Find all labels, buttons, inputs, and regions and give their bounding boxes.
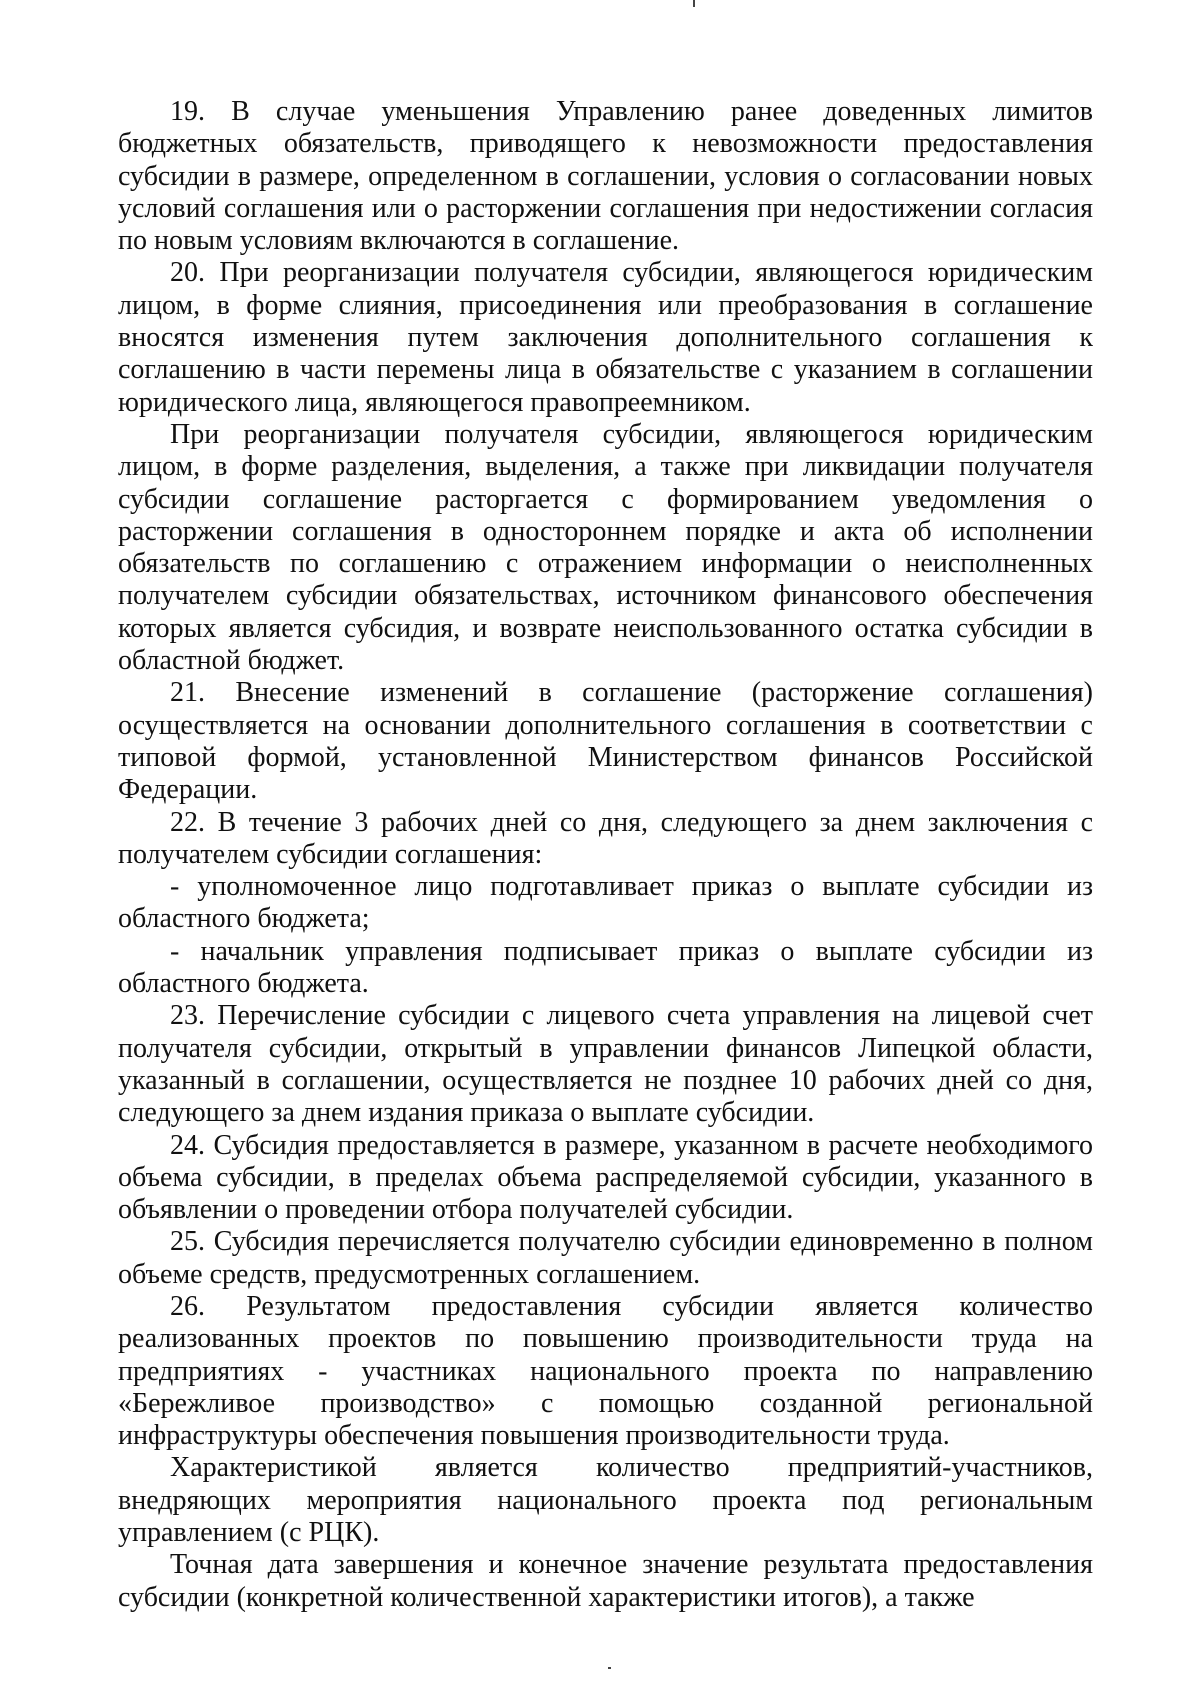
scan-mark-top	[693, 0, 695, 7]
paragraph-22: 22. В течение 3 рабочих дней со дня, следующего за днем заключения с получателем субсидии соглашения:	[118, 806, 1093, 870]
paragraph-characteristic: Характеристикой является количество предприятий-участников, внедряющих мероприятия национального проекта под региональным управлением (с РЦК).	[118, 1452, 1093, 1549]
paragraph-20: 20. При реорганизации получателя субсидии, являющегося юридическим лицом, в форме слияния, присоединения или преобразования в соглашение вносятся изменения путем заключения дополнительного соглашения к соглашению в части перемены лица в обязательстве с указанием в соглашении юридического лица, являющегося правопреемником.	[118, 257, 1093, 418]
scan-mark-bottom	[608, 1667, 611, 1669]
list-item-head-of-department: - начальник управления подписывает приказ о выплате субсидии из областного бюджета.	[118, 935, 1093, 1000]
paragraph-25: 25. Субсидия перечисляется получателю субсидии единовременно в полном объеме средств, предусмотренных соглашением.	[118, 1226, 1093, 1290]
paragraph-completion-date: Точная дата завершения и конечное значение результата предоставления субсидии (конкретной количественной характеристики итогов), а также	[118, 1549, 1093, 1613]
paragraph-20-reorganization: При реорганизации получателя субсидии, являющегося юридическим лицом, в форме разделения, выделения, а также при ликвидации получателя субсидии соглашение расторгается с формированием уведомления о расторжении соглашения в одностороннем порядке и акта об исполнении обязательств по соглашению с отражением информации о неисполненных получателем субсидии обязательствах, источником финансового обеспечения которых является субсидия, и возврате неиспользованного остатка субсидии в областной бюджет.	[118, 418, 1093, 677]
paragraph-23: 23. Перечисление субсидии с лицевого счета управления на лицевой счет получателя субсидии, открытый в управлении финансов Липецкой области, указанный в соглашении, осуществляется не позднее 10 рабочих дней со дня, следующего за днем издания приказа о выплате субсидии.	[118, 1000, 1093, 1129]
document-body	[118, 96, 1093, 1614]
paragraph-19: 19. В случае уменьшения Управлению ранее доведенных лимитов бюджетных обязательств, приводящего к невозможности предоставления субсидии в размере, определенном в соглашении, условия о согласовании новых условий соглашения или о расторжении соглашения при недостижении согласия по новым условиям включаются в соглашение.	[118, 96, 1093, 257]
paragraph-26: 26. Результатом предоставления субсидии является количество реализованных проектов по повышению производительности труда на предприятиях - участниках национального проекта по направлению «Бережливое производство» с помощью созданной региональной инфраструктуры обеспечения повышения производительности труда.	[118, 1290, 1093, 1452]
paragraph-21: 21. Внесение изменений в соглашение (расторжение соглашения) осуществляется на основании дополнительного соглашения в соответствии с типовой формой, установленной Министерством финансов Российской Федерации.	[118, 677, 1093, 806]
list-item-authorized-person: - уполномоченное лицо подготавливает приказ о выплате субсидии из областного бюджета;	[118, 871, 1093, 935]
paragraph-24: 24. Субсидия предоставляется в размере, указанном в расчете необходимого объема субсидии, в пределах объема распределяемой субсидии, указанного в объявлении о проведении отбора получателей субсидии.	[118, 1129, 1093, 1226]
